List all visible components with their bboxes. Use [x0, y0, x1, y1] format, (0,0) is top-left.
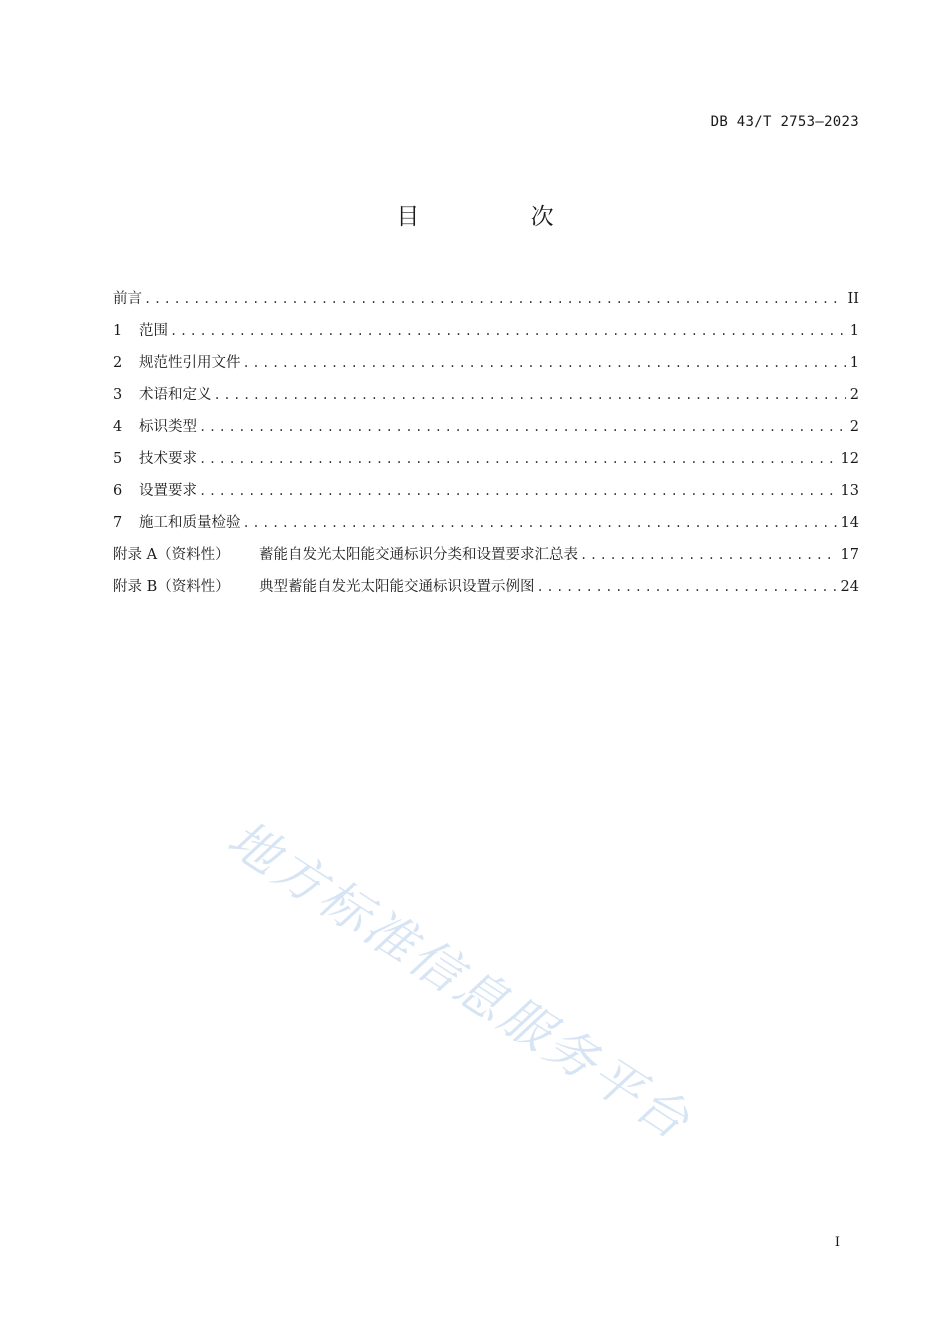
- toc-leader-dots: [170, 320, 846, 342]
- toc-entry-label: 施工和质量检验: [139, 515, 241, 531]
- toc-page-number: 2: [849, 387, 859, 403]
- toc-entry-label: 典型蓄能自发光太阳能交通标识设置示例图: [259, 579, 535, 595]
- toc-entry-label: 技术要求: [139, 451, 197, 467]
- toc-page-number: II: [847, 291, 859, 307]
- toc-entry-label: 蓄能自发光太阳能交通标识分类和设置要求汇总表: [259, 547, 578, 563]
- toc-entry-appendix-b[interactable]: [113, 576, 859, 608]
- toc-page-number: 12: [840, 451, 859, 467]
- toc-leader-dots: [580, 544, 837, 566]
- toc-entry-number: 6: [113, 483, 123, 499]
- toc-appendix-number: 附录 A（资料性）: [113, 547, 230, 563]
- toc-page-number: 1: [849, 323, 859, 339]
- toc-entry-label: 设置要求: [139, 483, 197, 499]
- table-of-contents: [113, 288, 859, 608]
- page-title: 目 次: [396, 204, 606, 230]
- toc-leader-dots: [199, 480, 837, 502]
- toc-leader-dots: [199, 416, 846, 438]
- toc-entry-number: 2: [113, 355, 123, 371]
- toc-entry-number: 1: [113, 323, 123, 339]
- toc-entry-1[interactable]: [113, 320, 859, 352]
- toc-entry-label: 范围: [139, 323, 168, 339]
- toc-leader-dots: [243, 512, 837, 534]
- toc-leader-dots: [144, 288, 844, 310]
- toc-page-number: 17: [840, 547, 859, 563]
- toc-entry-4[interactable]: [113, 416, 859, 448]
- toc-entry-number: 5: [113, 451, 123, 467]
- toc-entry-label: 标识类型: [139, 419, 197, 435]
- toc-leader-dots: [214, 384, 846, 406]
- toc-leader-dots: [537, 576, 837, 598]
- document-code: DB 43/T 2753—2023: [710, 114, 859, 130]
- toc-entry-number: 7: [113, 515, 123, 531]
- toc-entry-6[interactable]: [113, 480, 859, 512]
- toc-entry-number: 3: [113, 387, 123, 403]
- toc-page-number: 14: [840, 515, 859, 531]
- toc-entry-label: 术语和定义: [139, 387, 212, 403]
- toc-entry-2[interactable]: [113, 352, 859, 384]
- watermark: 地方标准信息服务平台: [217, 809, 702, 1152]
- toc-page-number: 13: [840, 483, 859, 499]
- toc-entry-number: 4: [113, 419, 123, 435]
- toc-entry-label: 规范性引用文件: [139, 355, 241, 371]
- toc-entry-preface[interactable]: [113, 288, 859, 320]
- toc-appendix-number: 附录 B（资料性）: [113, 579, 230, 595]
- toc-entry-5[interactable]: [113, 448, 859, 480]
- toc-leader-dots: [243, 352, 846, 374]
- toc-page-number: 24: [840, 579, 859, 595]
- toc-page-number: 2: [849, 419, 859, 435]
- toc-entry-3[interactable]: [113, 384, 859, 416]
- toc-entry-appendix-a[interactable]: [113, 544, 859, 576]
- footer-page-number: I: [834, 1235, 840, 1250]
- toc-entry-label: 前言: [113, 291, 142, 307]
- toc-page-number: 1: [849, 355, 859, 371]
- toc-leader-dots: [199, 448, 837, 470]
- toc-entry-7[interactable]: [113, 512, 859, 544]
